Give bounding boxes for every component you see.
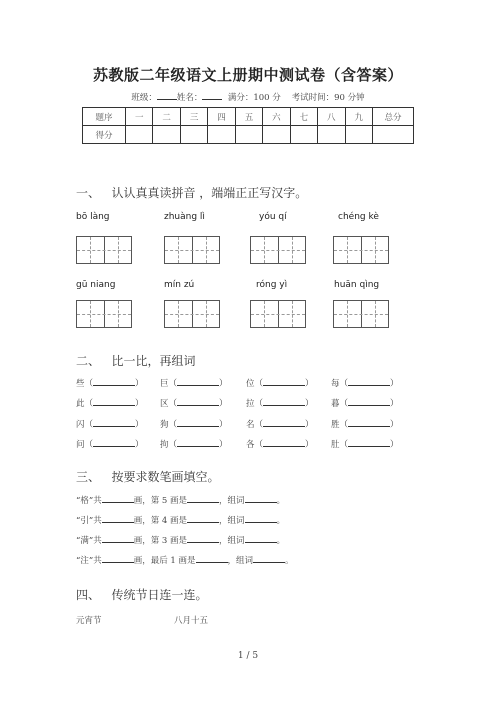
compare-char: 肚 [331, 440, 340, 450]
score-cell[interactable] [373, 126, 414, 144]
compare-char: 此 [76, 399, 85, 409]
writing-grid[interactable] [76, 300, 132, 328]
paren-open: （ [339, 399, 349, 409]
score-header-cell: 五 [235, 108, 262, 126]
pinyin: bō làng [76, 212, 110, 222]
score-row-label: 得分 [83, 126, 126, 144]
writing-grid[interactable] [76, 236, 132, 264]
answer-blank[interactable] [102, 554, 134, 563]
section-3-title: 按要求数笔画填空。 [111, 470, 220, 484]
paren-open: （ [84, 440, 94, 450]
stroke-question-stop: 。 [276, 516, 286, 526]
score-header-cell: 九 [345, 108, 373, 126]
page-title: 苏教版二年级语文上册期中测试卷（含答案） [92, 66, 403, 84]
stroke-question-mid: 画，第 5 画是 [133, 496, 188, 506]
stroke-question [76, 514, 285, 526]
writing-grid[interactable] [250, 300, 306, 328]
writing-grid[interactable] [333, 236, 389, 264]
writing-grid[interactable] [333, 300, 389, 328]
stroke-question-mid: 画，第 4 画是 [133, 516, 188, 526]
score-header-cell: 七 [290, 108, 317, 126]
score-header-cell: 四 [208, 108, 235, 126]
section-1-number: 一、 [76, 186, 101, 200]
compare-char: 巨 [160, 379, 169, 389]
full-score: 满分：100 分 [227, 93, 281, 103]
score-cell[interactable] [180, 126, 207, 144]
paren-close: ） [305, 420, 314, 430]
answer-blank[interactable] [102, 514, 134, 523]
exam-time: 考试时间：90 分钟 [291, 93, 365, 103]
paren-open: （ [84, 420, 94, 430]
paren-open: （ [168, 399, 178, 409]
name-label: 姓名： [176, 93, 203, 103]
section-4-number: 四、 [76, 588, 101, 602]
paren-close: ） [390, 440, 399, 450]
stroke-question-stop: 。 [276, 536, 286, 546]
score-cell[interactable] [263, 126, 290, 144]
compare-word-item [160, 397, 228, 409]
answer-blank[interactable] [263, 438, 305, 447]
compare-word-item [76, 377, 144, 389]
answer-blank[interactable] [102, 534, 134, 543]
answer-blank[interactable] [348, 377, 390, 386]
paren-open: （ [339, 440, 349, 450]
answer-blank[interactable] [187, 514, 219, 523]
pinyin: róng yì [256, 280, 288, 290]
answer-blank[interactable] [187, 534, 219, 543]
stroke-question-mid: 画，第 3 画是 [133, 536, 188, 546]
answer-blank[interactable] [93, 397, 135, 406]
paren-close: ） [135, 399, 144, 409]
answer-blank[interactable] [177, 418, 219, 427]
score-table [82, 107, 414, 144]
answer-blank[interactable] [102, 494, 134, 503]
stroke-question [76, 494, 285, 506]
score-header-cell: 一 [126, 108, 153, 126]
class-label: 班级： [131, 93, 157, 103]
stroke-question-stop: 。 [276, 496, 286, 506]
paren-open: （ [168, 440, 178, 450]
compare-word-item [76, 438, 144, 450]
compare-char: 狗 [160, 420, 169, 430]
stroke-question-end: ，组词 [227, 556, 254, 566]
score-header-cell: 总分 [373, 108, 414, 126]
answer-blank[interactable] [263, 418, 305, 427]
compare-word-item [76, 418, 144, 430]
paren-open: （ [339, 420, 349, 430]
pinyin: zhuàng lì [164, 212, 205, 222]
paren-open: （ [254, 420, 264, 430]
score-cell[interactable] [290, 126, 317, 144]
section-2-number: 二、 [76, 354, 101, 368]
stroke-question-end: ，组词 [219, 536, 245, 546]
answer-blank[interactable] [263, 377, 305, 386]
section-1-heading [76, 184, 307, 201]
compare-char: 闪 [76, 420, 85, 430]
compare-char: 每 [331, 379, 340, 389]
section-4-heading [76, 586, 207, 603]
compare-word-item [331, 397, 399, 409]
answer-blank[interactable] [177, 397, 219, 406]
pinyin: chéng kè [338, 212, 379, 222]
answer-blank[interactable] [245, 494, 277, 503]
score-cell[interactable] [153, 126, 180, 144]
compare-word-item [331, 377, 399, 389]
answer-blank[interactable] [245, 534, 277, 543]
section-3-heading [76, 468, 219, 485]
exam-info [0, 91, 496, 103]
writing-grid[interactable] [250, 236, 306, 264]
score-table-header-row [83, 108, 414, 126]
paren-close: ） [305, 399, 314, 409]
score-header-cell: 六 [263, 108, 290, 126]
compare-word-item [160, 418, 228, 430]
compare-word-item [246, 438, 314, 450]
paren-close: ） [219, 399, 228, 409]
compare-word-item [331, 438, 399, 450]
section-2-title: 比一比，再组词 [111, 354, 196, 368]
compare-word-item [246, 377, 314, 389]
score-header-cell: 二 [153, 108, 180, 126]
score-cell[interactable] [318, 126, 345, 144]
paren-close: ） [135, 440, 144, 450]
paren-open: （ [254, 379, 264, 389]
compare-word-item [331, 418, 399, 430]
score-header-cell: 三 [180, 108, 207, 126]
festival-date[interactable]: 八月十五 [174, 616, 209, 626]
answer-blank[interactable] [177, 377, 219, 386]
paren-open: （ [84, 399, 94, 409]
pinyin: huān qìng [334, 280, 380, 290]
paren-open: （ [168, 420, 178, 430]
stroke-question-end: ，组词 [219, 516, 245, 526]
answer-blank[interactable] [263, 397, 305, 406]
stroke-question-char: “满”共 [76, 536, 102, 546]
paren-open: （ [84, 379, 94, 389]
answer-blank[interactable] [245, 514, 277, 523]
paren-close: ） [390, 379, 399, 389]
paren-close: ） [390, 420, 399, 430]
section-3-number: 三、 [76, 470, 101, 484]
compare-word-item [160, 377, 228, 389]
answer-blank[interactable] [196, 554, 228, 563]
stroke-question-char: “注”共 [76, 556, 102, 566]
paren-open: （ [339, 379, 349, 389]
score-cell[interactable] [126, 126, 153, 144]
compare-char: 各 [246, 440, 255, 450]
compare-char: 胜 [331, 420, 340, 430]
paren-close: ） [305, 379, 314, 389]
score-header-cell: 题序 [83, 108, 126, 126]
paren-close: ） [305, 440, 314, 450]
compare-char: 拉 [246, 399, 255, 409]
section-1-title: 认认真真读拼音 ，端端正正写汉字。 [111, 186, 308, 200]
section-2-heading [76, 352, 195, 369]
paren-open: （ [254, 440, 264, 450]
compare-char: 些 [76, 379, 85, 389]
answer-blank[interactable] [93, 438, 135, 447]
stroke-question-stop: 。 [285, 556, 294, 566]
writing-grid[interactable] [164, 300, 220, 328]
paren-close: ） [390, 399, 399, 409]
paren-open: （ [254, 399, 264, 409]
compare-char: 拘 [160, 440, 169, 450]
pinyin: yóu qí [259, 212, 287, 222]
class-blank [157, 99, 177, 100]
answer-blank[interactable] [177, 438, 219, 447]
name-blank [202, 99, 222, 100]
stroke-question-mid: 画，最后 1 画是 [133, 556, 196, 566]
pinyin: gū niang [76, 280, 116, 290]
paren-close: ） [219, 420, 228, 430]
compare-word-item [246, 418, 314, 430]
answer-blank[interactable] [348, 418, 390, 427]
score-table-score-row [83, 126, 414, 144]
answer-blank[interactable] [93, 418, 135, 427]
score-cell[interactable] [345, 126, 373, 144]
stroke-question-char: “格”共 [76, 496, 102, 506]
answer-blank[interactable] [348, 438, 390, 447]
answer-blank[interactable] [348, 397, 390, 406]
answer-blank[interactable] [253, 554, 285, 563]
compare-word-item [246, 397, 314, 409]
section-4-title: 传统节日连一连。 [111, 588, 208, 602]
compare-char: 名 [246, 420, 255, 430]
score-cell[interactable] [235, 126, 262, 144]
score-cell[interactable] [208, 126, 235, 144]
page-number: 1 / 5 [237, 651, 259, 661]
compare-char: 问 [76, 440, 85, 450]
paren-close: ） [219, 379, 228, 389]
stroke-question [76, 534, 285, 546]
compare-word-item [160, 438, 228, 450]
paren-open: （ [168, 379, 178, 389]
compare-char: 位 [246, 379, 255, 389]
answer-blank[interactable] [93, 377, 135, 386]
score-header-cell: 八 [318, 108, 345, 126]
compare-word-item [76, 397, 144, 409]
answer-blank[interactable] [187, 494, 219, 503]
paren-close: ） [135, 379, 144, 389]
compare-char: 区 [160, 399, 169, 409]
pinyin: mín zú [164, 280, 195, 290]
compare-char: 暮 [331, 399, 340, 409]
stroke-question [76, 554, 294, 566]
stroke-question-char: “引”共 [76, 516, 102, 526]
paren-close: ） [219, 440, 228, 450]
festival-item[interactable]: 元宵节 [76, 616, 102, 626]
writing-grid[interactable] [164, 236, 220, 264]
paren-close: ） [135, 420, 144, 430]
stroke-question-end: ，组词 [219, 496, 245, 506]
